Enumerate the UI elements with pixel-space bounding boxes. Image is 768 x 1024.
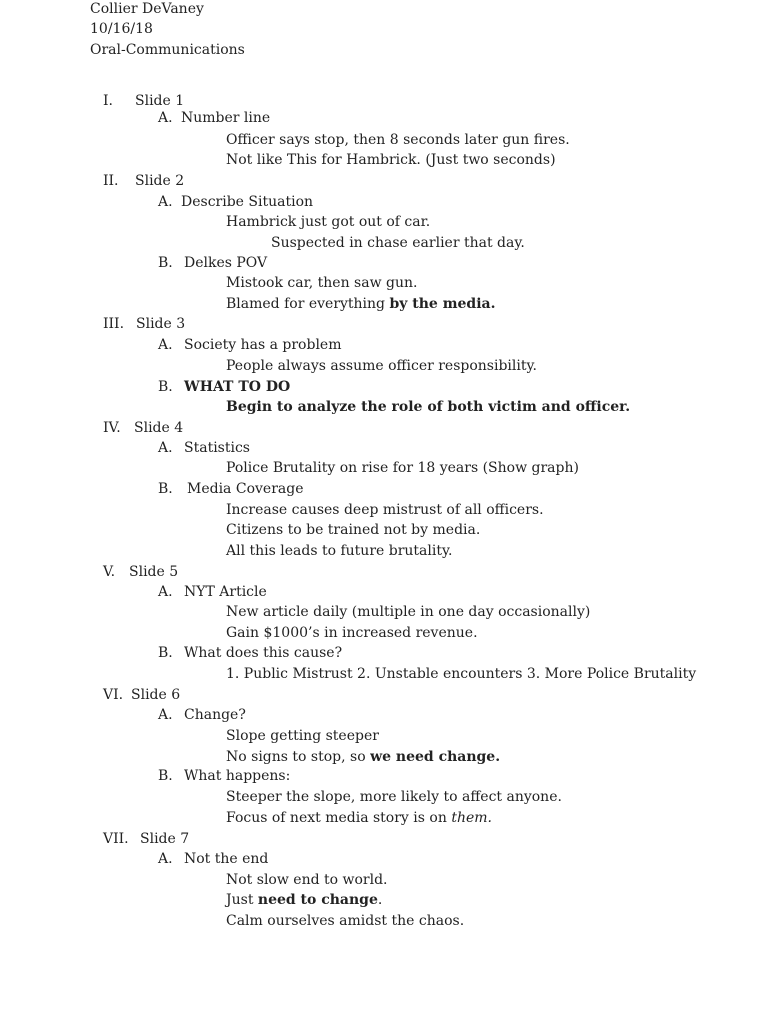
outline-point xyxy=(226,808,492,828)
outline-subtitle: WHAT TO DO xyxy=(184,379,291,395)
outline-numeral: V. xyxy=(103,564,116,580)
outline-letter: A. xyxy=(158,851,173,867)
outline-numeral: III. xyxy=(103,316,125,332)
outline-point: Begin to analyze the role of both victim and officer. xyxy=(226,399,631,415)
outline-subtitle: Not the end xyxy=(184,851,269,867)
outline-slide-title: Slide 2 xyxy=(135,173,185,189)
outline-point: Police Brutality on rise for 18 years (Show graph) xyxy=(226,460,579,476)
outline-subtitle: Describe Situation xyxy=(181,194,314,210)
outline-point: People always assume officer responsibility. xyxy=(226,358,537,374)
outline-numeral: IV. xyxy=(103,420,121,436)
outline-subtitle: NYT Article xyxy=(184,584,267,600)
outline-slide-title: Slide 4 xyxy=(134,420,184,436)
outline-subtitle: Media Coverage xyxy=(187,481,304,497)
outline-letter: B. xyxy=(158,255,173,271)
outline-numeral: VI. xyxy=(103,687,124,703)
outline-subtitle: What happens: xyxy=(184,768,291,784)
outline-subtitle: What does this cause? xyxy=(184,645,343,661)
outline-point: Steeper the slope, more likely to affect anyone. xyxy=(226,789,562,805)
outline-point: Calm ourselves amidst the chaos. xyxy=(226,913,465,929)
outline-slide-title: Slide 5 xyxy=(129,564,179,580)
outline-point-emphasis: by the media. xyxy=(389,296,496,312)
outline-letter: A. xyxy=(158,110,173,126)
outline-point xyxy=(226,294,495,314)
outline-subpoint: Suspected in chase earlier that day. xyxy=(271,235,525,251)
outline-slide-title: Slide 1 xyxy=(135,93,185,109)
outline-point-text: Blamed for everything xyxy=(226,296,390,312)
outline-letter: B. xyxy=(158,481,173,497)
outline-point: Hambrick just got out of car. xyxy=(226,214,431,230)
outline-point: All this leads to future brutality. xyxy=(226,543,453,559)
outline-subtitle: Delkes POV xyxy=(184,255,268,271)
outline-point: Gain $1000’s in increased revenue. xyxy=(226,625,478,641)
document-date: 10/16/18 xyxy=(90,21,153,37)
outline-point: Not like This for Hambrick. (Just two seconds) xyxy=(226,152,556,168)
outline-letter: A. xyxy=(158,194,173,210)
outline-point: Mistook car, then saw gun. xyxy=(226,275,418,291)
outline-letter: A. xyxy=(158,584,173,600)
outline-numeral: I. xyxy=(103,93,113,109)
outline-point: Citizens to be trained not by media. xyxy=(226,522,481,538)
outline-letter: B. xyxy=(158,379,173,395)
outline-point: Officer says stop, then 8 seconds later gun fires. xyxy=(226,132,570,148)
outline-point-text: . xyxy=(377,892,383,908)
outline-letter: B. xyxy=(158,768,173,784)
outline-point: New article daily (multiple in one day occasionally) xyxy=(226,604,591,620)
outline-point-text: Just xyxy=(226,892,258,908)
outline-slide-title: Slide 6 xyxy=(131,687,181,703)
outline-slide-title: Slide 3 xyxy=(136,316,186,332)
outline-subtitle: Number line xyxy=(181,110,271,126)
outline-point: 1. Public Mistrust 2. Unstable encounters 3. More Police Brutality xyxy=(226,666,697,682)
outline-point: Not slow end to world. xyxy=(226,872,388,888)
outline-numeral: II. xyxy=(103,173,119,189)
outline-letter: A. xyxy=(158,337,173,353)
outline-point-text: No signs to stop, so xyxy=(226,749,371,765)
outline-point: Slope getting steeper xyxy=(226,728,379,744)
outline-subtitle: Society has a problem xyxy=(184,337,342,353)
outline-letter: A. xyxy=(158,440,173,456)
outline-point-text: Focus of next media story is on xyxy=(226,810,452,826)
outline-point: Increase causes deep mistrust of all officers. xyxy=(226,502,544,518)
outline-letter: A. xyxy=(158,707,173,723)
outline-subtitle: Change? xyxy=(184,707,246,723)
outline-point xyxy=(226,747,500,767)
outline-slide-title: Slide 7 xyxy=(140,831,190,847)
outline-subtitle: Statistics xyxy=(184,440,250,456)
course-name: Oral-Communications xyxy=(90,42,245,58)
outline-letter: B. xyxy=(158,645,173,661)
outline-point-emphasis: need to change xyxy=(257,892,378,908)
outline-numeral: VII. xyxy=(103,831,129,847)
outline-point-emphasis: them. xyxy=(451,810,492,826)
outline-point-emphasis: we need change. xyxy=(370,749,501,765)
outline-point xyxy=(226,890,382,910)
author-name: Collier DeVaney xyxy=(90,1,204,17)
